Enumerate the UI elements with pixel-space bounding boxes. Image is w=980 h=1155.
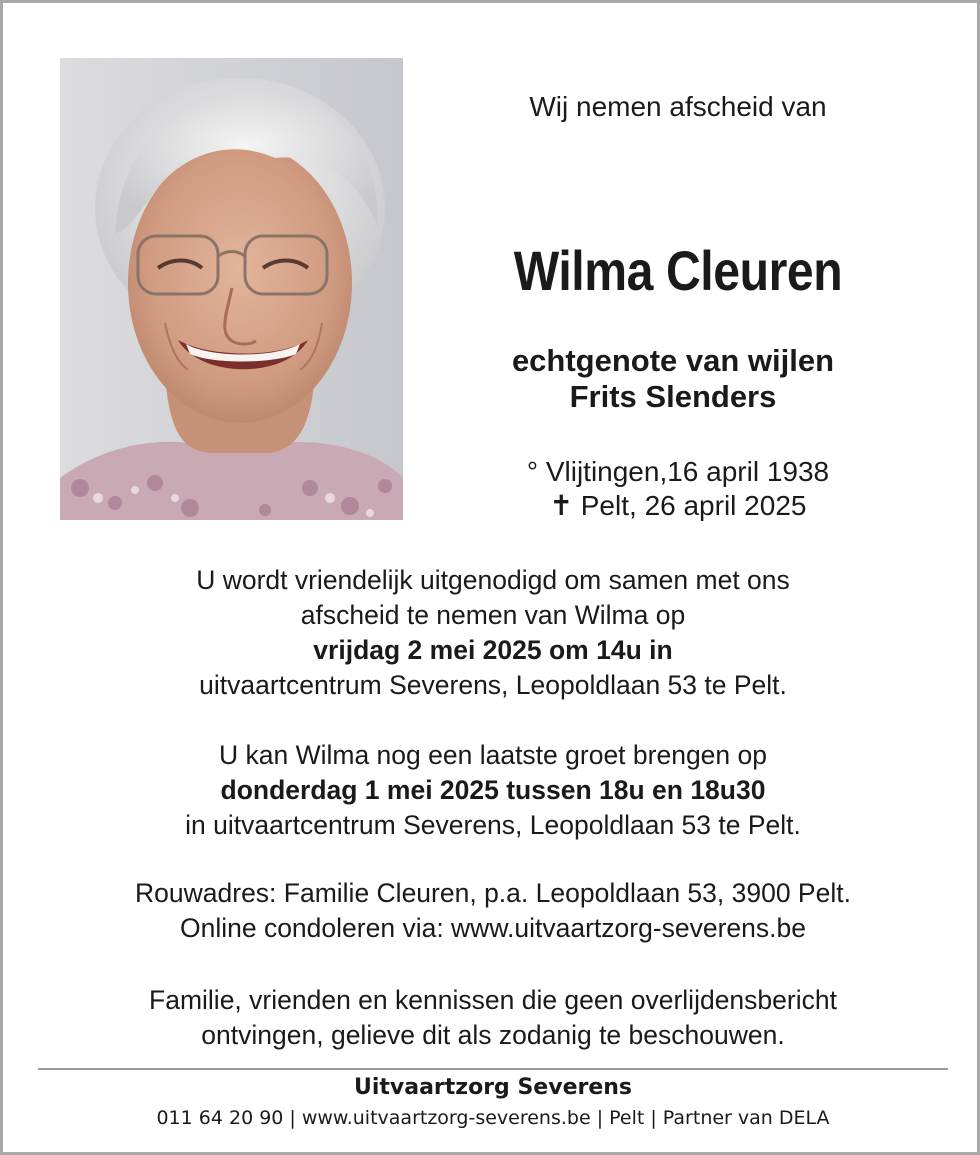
portrait-photo [60,58,403,520]
farewell-line-2: afscheid te nemen van Wilma op [300,600,686,630]
footer-divider [38,1068,948,1070]
birth-date: ° Vlijtingen,16 april 1938 [526,456,830,487]
visit-line-1: U kan Wilma nog een laatste groet brengen op [219,740,767,770]
closing-paragraph [23,983,963,1053]
visit-paragraph [23,738,963,843]
visit-location: in uitvaartcentrum Severens, Leopoldlaan 53 te Pelt. [185,810,801,840]
spouse-line-1: echtgenote van wijlen [511,343,835,378]
intro-text: Wij nemen afscheid van [529,91,827,122]
deceased-name: Wilma Cleuren [513,239,843,302]
death-date: ✝ Pelt, 26 april 2025 [549,490,807,521]
funeral-home-details: 011 64 20 90 | www.uitvaartzorg-severens.be | Pelt | Partner van DELA [156,1107,830,1129]
farewell-line-1: U wordt vriendelijk uitgenodigd om samen met ons [196,565,790,595]
spouse-line-2: Frits Slenders [569,379,777,414]
farewell-paragraph [23,563,963,703]
life-dates [443,455,913,523]
mourning-address: Rouwadres: Familie Cleuren, p.a. Leopoldlaan 53, 3900 Pelt. [135,878,851,908]
contact-paragraph [23,876,963,946]
farewell-location: uitvaartcentrum Severens, Leopoldlaan 53 te Pelt. [199,670,787,700]
farewell-date: vrijdag 2 mei 2025 om 14u in [313,635,673,665]
closing-line-1: Familie, vrienden en kennissen die geen overlijdensbericht [149,985,837,1015]
funeral-home-name: Uitvaartzorg Severens [353,1075,633,1100]
closing-line-2: ontvingen, gelieve dit als zodanig te beschouwen. [201,1020,785,1050]
online-condolence: Online condoleren via: www.uitvaartzorg-severens.be [179,913,806,943]
spouse-info [433,343,913,415]
visit-date: donderdag 1 mei 2025 tussen 18u en 18u30 [220,775,766,805]
